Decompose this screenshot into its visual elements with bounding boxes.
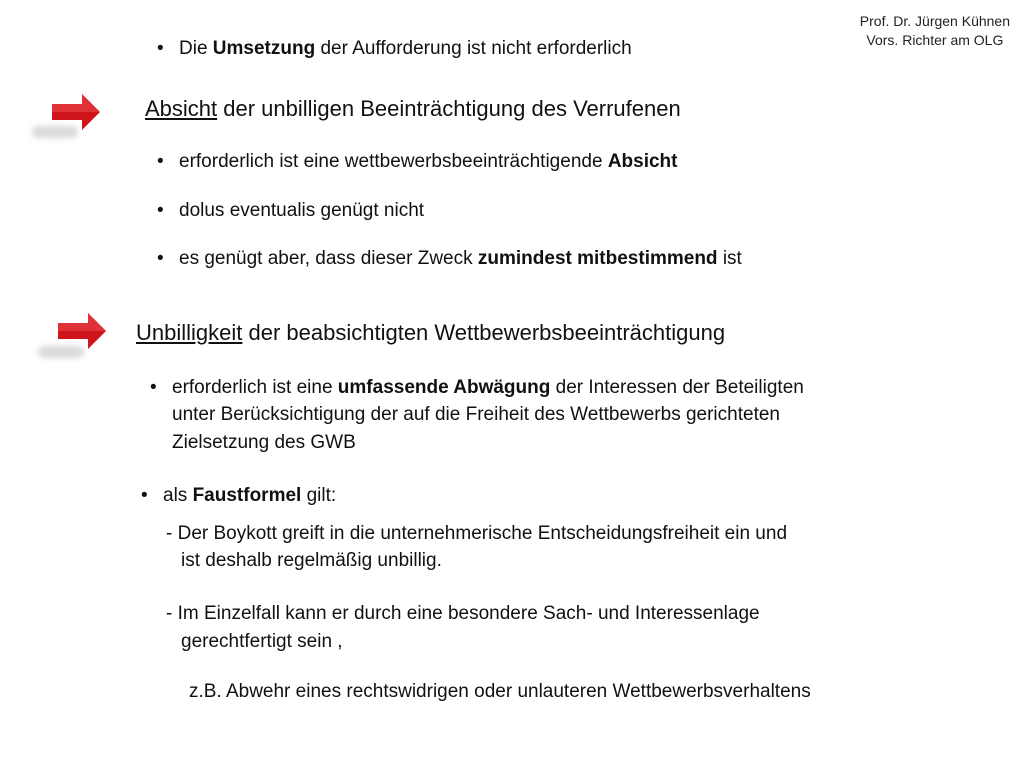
section2-bullet-1-line-3: Zielsetzung des GWB (172, 432, 356, 453)
faustformel-bullet (141, 484, 336, 508)
top-bullet (157, 37, 632, 61)
heading-rest: der unbilligen Beeinträchtigung des Verrufenen (217, 96, 681, 121)
section1-bullet-3 (157, 247, 742, 271)
author-block (860, 12, 1010, 50)
point-2-line-2: gerechtfertigt sein , (181, 631, 343, 652)
author-title: Vors. Richter am OLG (866, 32, 1004, 48)
bold-text: Faustformel (192, 485, 302, 506)
section2-bullet-1-line-2: unter Berücksichtigung der auf die Freiheit des Wettbewerbs gerichteten (172, 404, 780, 425)
example-line: z.B. Abwehr eines rechtswidrigen oder unlauteren Wettbewerbsverhaltens (189, 681, 811, 702)
text: als (163, 485, 193, 506)
bullet-dot: • (150, 377, 157, 398)
arrow-right-icon (52, 94, 102, 130)
heading-underlined: Unbilligkeit (136, 320, 243, 345)
bullet-dot: • (141, 485, 148, 506)
bold-text: Absicht (607, 151, 678, 172)
text: der Interessen der Beteiligten (550, 377, 804, 398)
text: der Aufforderung ist nicht erforderlich (315, 38, 632, 59)
section1-bullet-1 (157, 150, 678, 174)
point-1-line-1: - Der Boykott greift in die unternehmerische Entscheidungsfreiheit ein und (166, 523, 788, 544)
bold-text: umfassende Abwägung (337, 377, 551, 398)
bullet-dot: • (157, 151, 164, 172)
section1-heading (145, 95, 681, 123)
heading-underlined: Absicht (145, 96, 218, 121)
arrow-right-icon (58, 313, 108, 349)
point-1-line-2: ist deshalb regelmäßig unbillig. (181, 550, 442, 571)
text: erforderlich ist eine wettbewerbsbeeinträchtigende (179, 151, 608, 172)
point-2-line-1: - Im Einzelfall kann er durch eine besondere Sach- und Interessenlage (166, 603, 760, 624)
section2-bullet-1 (150, 376, 804, 400)
section2-heading (136, 319, 725, 347)
bullet-dot: • (157, 38, 164, 59)
bullet-dot: • (157, 200, 164, 221)
bold-text: zumindest mitbestimmend (477, 248, 718, 269)
text: dolus eventualis genügt nicht (179, 200, 425, 221)
text: Die (179, 38, 213, 59)
text: es genügt aber, dass dieser Zweck (179, 248, 478, 269)
text: ist (717, 248, 742, 269)
bold-text: Umsetzung (212, 38, 316, 59)
text: gilt: (301, 485, 337, 506)
heading-rest: der beabsichtigten Wettbewerbsbeeinträchtigung (242, 320, 726, 345)
section1-bullet-2 (157, 199, 424, 223)
text: erforderlich ist eine (172, 377, 338, 398)
bullet-dot: • (157, 248, 164, 269)
author-name: Prof. Dr. Jürgen Kühnen (859, 13, 1010, 29)
